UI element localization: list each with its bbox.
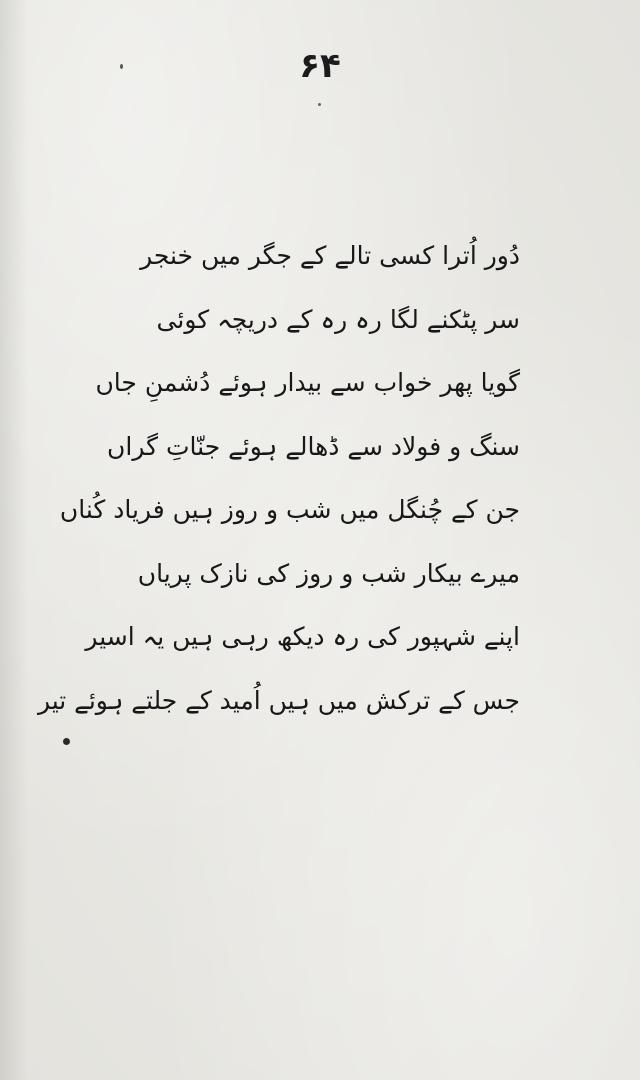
poem-line: دُور اُترا کسی تالے کے جگر میں خنجر (140, 241, 520, 270)
page-edge-shadow (0, 0, 28, 1080)
poem-line: میرے بیکار شب و روز کی نازک پریاں (137, 558, 520, 588)
poem-line: سنگ و فولاد سے ڈھالے ہوئے جنّاتِ گراں (107, 431, 520, 461)
poem-line: جن کے چُنگل میں شب و روز ہیں فریاد کُناں (59, 495, 520, 524)
ink-speck (318, 103, 321, 106)
page-number: ۶۴ (299, 46, 341, 86)
ink-speck (120, 64, 123, 69)
ink-dot (63, 738, 70, 745)
poem-line: جس کے ترکش میں ہیں اُمید کے جلتے ہوئے تیر (37, 685, 520, 715)
poem-line: اپنے شہپور کی رہ دیکھ رہی ہیں یہ اسیر (85, 622, 520, 651)
poem-stanza (37, 226, 520, 734)
poem-line: گویا پھر خواب سے بیدار ہوئے دُشمنِ جاں (95, 368, 520, 397)
poem-line: سر پٹکنے لگا رہ رہ کے دریچہ کوئی (156, 304, 520, 334)
